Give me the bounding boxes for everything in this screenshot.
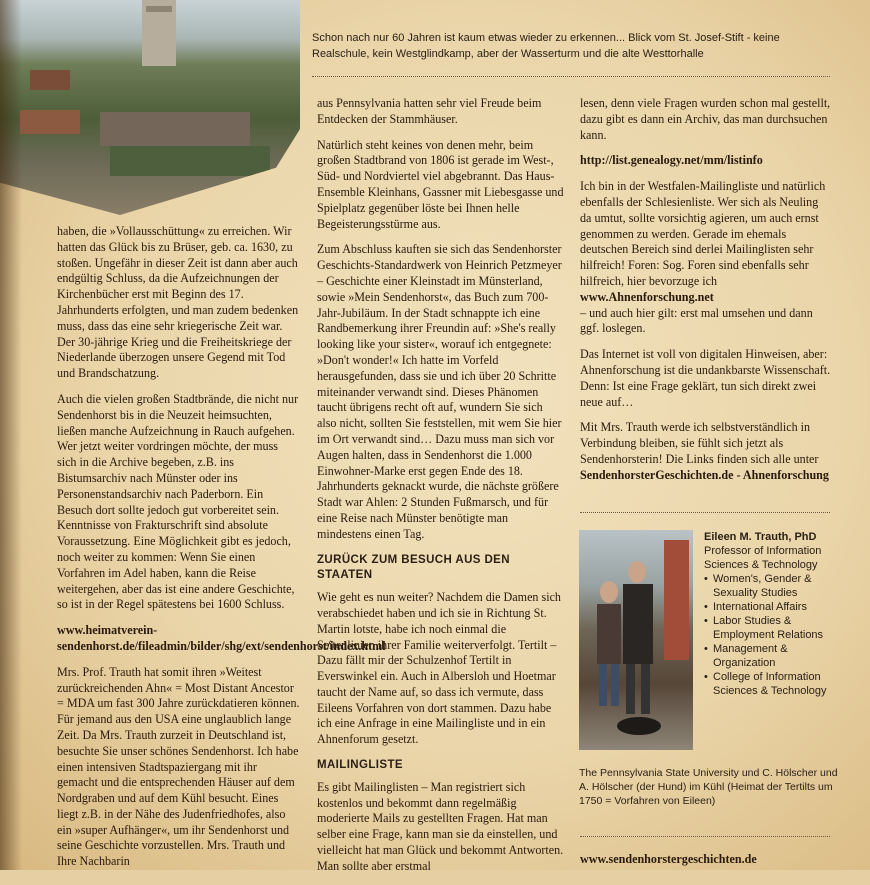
paragraph: Mrs. Prof. Trauth hat somit ihren »Weitest zurückreichenden Ahn« = Most Distant Ancestor = MDA um fast 300 Jahre zurückdatieren können. Für jemand aus den USA eine unglaublich lange Zeit. Da Mrs. Trauth zurzeit in Deutschland ist, besuchte Sie unser schönes Sendenhorst. Ich habe einen intensiven Stadtspaziergang mit ihr gemacht und die entsprechenden Häuser auf dem Nordgraben und auf dem Kühl besucht. Eines liegt z.B. in der Nähe des Judenfriedhofes, also ein »super Aufhänger«, um ihr Sendenhorst und seine Geschichte vorzustellen. Mrs. Trauth und Ihre Nachbarin [57, 664, 300, 869]
profile-title: Professor of Information Sciences & Technology [704, 545, 822, 571]
divider-top [312, 76, 830, 77]
section-heading: ZURÜCK ZUM BESUCH AUS DEN STAATEN [317, 553, 510, 582]
column-3 [580, 96, 832, 494]
paragraph: Das Internet ist voll von digitalen Hinweisen, aber: Ahnenforschung ist die undankbarste Wissenschaft. Denn: Ist eine Frage geklärt, tun sich direkt zwei neue auf… [580, 347, 831, 409]
paragraph: Mit Mrs. Trauth werde ich selbstverständlich in Verbindung bleiben, sie fühlt sich jetzt als Sendenhorsterin! Die Links finden sich alle unter [580, 420, 819, 466]
list-item: • Labor Studies & Employment Relations [704, 614, 834, 642]
caption-top: Schon nach nur 60 Jahren ist kaum etwas wieder zu erkennen... Blick vom St. Josef-Stift - keine Realschule, kein Westglindkamp, aber der Wasserturm und die alte Westtorhalle [312, 32, 780, 60]
paragraph: Zum Abschluss kauften sie sich das Sendenhorster Geschichts-Standardwerk von Heinrich Petzmeyer – Geschichte einer Kleinstadt im Münsterland, sowie »Mein Sendenhorst«, das Buch zum 700-Jahr-Jubiläum. In der Stadt schnappte ich eine Randbemerkung ihrer Freundin auf: »She's really looking like your sister«, worauf ich entgegnete: »Don't wonder!« Ich hatte im Vorfeld herausgefunden, dass sie und ich über 20 Schritte miteinander verwandt sind. Dieses Phänomen taucht übrigens recht oft auf, wundern Sie sich also nicht, sollten Sie feststellen, mit wem Sie hier im Ort verwandt sind… Dazu muss man sich vor Augen halten, dass in Sendenhorst die 1.000 Einwohner-Marke erst gegen Ende des 18. Jahrhunderts geknackt wurde, die nächste größere Stadt war Ahlen: 2 Stunden Fußmarsch, und für eine Reise nach Münster benötigte man mindestens einen Tag. [317, 242, 562, 541]
photo-caption: The Pennsylvania State University und C. Hölscher und A. Hölscher (der Hund) im Kühl (Heimat der Tertilts um 1750 = Vorfahren von Eileen) [579, 767, 838, 807]
section-heading: MAILINGLISTE [317, 759, 403, 772]
paragraph: haben, die »Vollausschüttung« zu erreichen. Wir hatten das Glück bis zu Brüser, geb. ca. 1630, zu stoßen. Ungefähr in dieser Zeit ist dann aber auch endgültig Schluss, da die Aufzeichnungen der Kirchenbücher erst mit Beginn des 17. Jahrhunderts erfolgten, und man zudem bedenken muss, dass das eine sehr kriegerische Zeit war. Der 30-jährige Krieg und die Freiheitskriege der Niederlande überzogen unsere Gegend mit Tod und Brandschatzung. [57, 224, 299, 381]
divider-mid [580, 512, 830, 513]
divider-bottom [580, 836, 830, 837]
genealogy-link[interactable]: http://list.genealogy.net/mm/listinfo [580, 153, 763, 168]
column-2 [317, 96, 564, 885]
paragraph: Natürlich steht keines von denen mehr, beim großen Stadtbrand von 1806 ist gerade im West-, Süd- und Nordviertel viel abgebrannt. Das Haus-Ensemble Kleinhans, Gassner mit Liebesgasse und Spielplatz gegenüber löste bei Ihnen helle Begeisterungsstürme aus. [317, 137, 564, 231]
ahnenforschung-link[interactable]: www.Ahnenforschung.net [580, 289, 714, 304]
paragraph: Wie geht es nun weiter? Nachdem die Damen sich verabschiedet haben und ich sie in Richtung St. Martin lotste, habe ich noch einmal die Seitenlinien ihrer Familie weiterverfolgt. Tertilt – Dazu fällt mir der Schulzenhof Tertilt in Everswinkel ein. Auch in Albersloh und Hoetmar taucht der Name auf, so dass ich vermute, dass Eileens Vorfahren von dort stammen. Dazu habe ich eine Anfrage in eine Mailingliste und in ein Ahnenforum gesetzt. [317, 590, 561, 747]
list-item: • Women's, Gender & Sexuality Studies [704, 572, 834, 600]
profile-list [704, 572, 834, 698]
paragraph: Auch die vielen großen Stadtbrände, die nicht nur Sendenhorst bis in die Neuzeit heimsuchten, ließen manche Aufzeichnung in Rauch aufgehen. Wer jetzt weiter vordringen möchte, der muss sich in die Archive begeben, z.B. ins Bistumsarchiv nach Münster oder ins Personenstandsarchiv nach Paderborn. Ein Besuch dort sollte jedoch gut vorbereitet sein. Kenntnisse von Frakturschrift sind absolute Voraussetzung. Eine Möglichkeit gibt es jedoch, noch weiter zu kommen: Wenn Sie einen Vorfahren im Adel haben, kann die Reise weitergehen, aber das ist eine andere Geschichte, so ist in der Regel spätestens bei 1600 Schluss. [57, 391, 299, 612]
list-item: • Management & Organization [704, 642, 834, 670]
footer-link[interactable]: www.sendenhorstergeschichten.de [580, 852, 757, 866]
list-item: • International Affairs [704, 600, 834, 614]
paragraph: aus Pennsylvania hatten sehr viel Freude beim Entdecken der Stammhäuser. [317, 96, 542, 126]
list-item: • College of Information Sciences & Technology [704, 670, 834, 698]
heimatverein-link[interactable]: www.heimatverein-sendenhorst.de/fileadmin/bilder/shg/ext/sendenhorst/index.html [57, 623, 386, 653]
paragraph: – und auch hier gilt: erst mal umsehen und dann ggf. loslegen. [580, 305, 813, 336]
photo-visitors [579, 530, 693, 750]
profile-box [704, 530, 834, 698]
sendenhorst-link[interactable]: SendenhorsterGeschichten.de - Ahnenforschung [580, 467, 829, 482]
paragraph: Ich bin in der Westfalen-Mailingliste und natürlich ebenfalls der Schlesienliste. Wer sich als Neuling da umtut, sollte vorsichtig agieren, um auch ernst genommen zu werden. Gerade im ehemals deutschen Bereich sind derlei Mailinglisten sehr hilfreich! Foren: Sog. Foren sind ebenfalls sehr hilfreich, hier bevorzuge ich [580, 179, 826, 288]
paragraph: Es gibt Mailinglisten – Man registriert sich kostenlos und bekommt dann regelmäßig moderierte Mails zu gestellten Fragen. Hat man selber eine Frage, kann man sie da einstellen, und vielleicht hat man Glück und bekommt Antworten. Man sollte aber erstmal [317, 779, 564, 873]
paragraph: lesen, denn viele Fragen wurden schon mal gestellt, dazu gibt es dann ein Archiv, das man durchsuchen kann. [580, 96, 831, 142]
profile-name: Eileen M. Trauth, PhD [704, 531, 817, 543]
page-edge-shadow [0, 0, 22, 870]
